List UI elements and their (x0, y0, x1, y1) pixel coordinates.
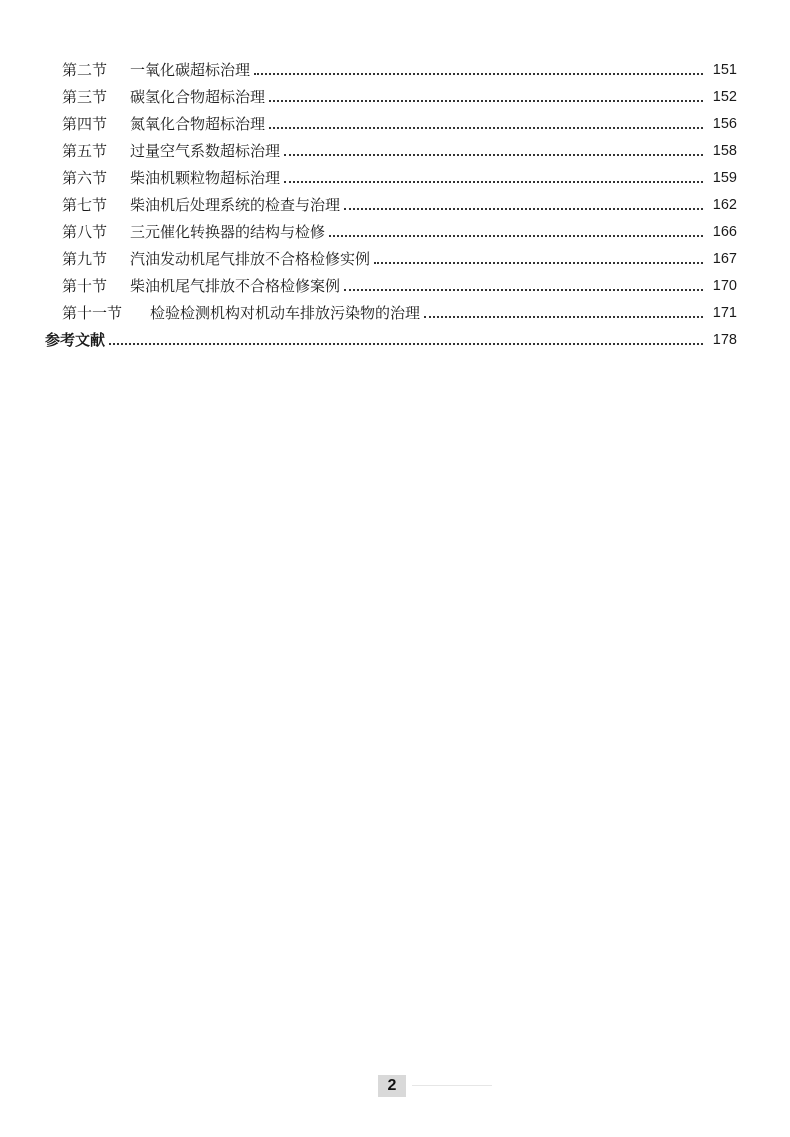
toc-entry-line (130, 219, 737, 246)
dot-leader (284, 138, 703, 165)
toc-entry[interactable] (0, 138, 790, 165)
page-number: 170 (712, 278, 737, 294)
dot-leader (284, 165, 703, 192)
page-number: 159 (712, 170, 737, 186)
toc-entry[interactable] (0, 192, 790, 219)
dot-leader (329, 219, 703, 246)
toc-entry-line (130, 138, 737, 165)
section-title: 氮氧化合物超标治理 (130, 115, 266, 133)
dot-leader (344, 273, 703, 300)
page-number: 156 (712, 116, 737, 132)
references-title: 参考文献 (45, 331, 106, 349)
dot-leader (109, 327, 703, 354)
section-number: 第五节 (62, 142, 108, 160)
toc-entry[interactable] (0, 111, 790, 138)
dot-leader (374, 246, 703, 273)
page-number: 166 (712, 224, 737, 240)
section-number: 第七节 (62, 196, 108, 214)
page-number-footer: 2 (378, 1075, 406, 1097)
toc-entry[interactable] (0, 300, 790, 327)
section-number: 第六节 (62, 169, 108, 187)
section-number: 第四节 (62, 115, 108, 133)
toc-entry-line (150, 300, 737, 327)
section-number: 第十一节 (62, 304, 123, 322)
footer-divider (412, 1085, 492, 1086)
page-number: 158 (712, 143, 737, 159)
section-number: 第十节 (62, 277, 108, 295)
section-title: 碳氢化合物超标治理 (130, 88, 266, 106)
toc-entry[interactable] (0, 219, 790, 246)
page-number: 171 (712, 305, 737, 321)
dot-leader (269, 111, 703, 138)
section-title: 汽油发动机尾气排放不合格检修实例 (130, 250, 371, 268)
toc-entry[interactable] (0, 246, 790, 273)
toc-entry-line (130, 273, 737, 300)
dot-leader (424, 300, 703, 327)
section-title: 柴油机后处理系统的检查与治理 (130, 196, 341, 214)
page-number: 178 (712, 332, 737, 348)
section-title: 柴油机尾气排放不合格检修案例 (130, 277, 341, 295)
page-number: 151 (712, 62, 737, 78)
section-number: 第九节 (62, 250, 108, 268)
toc-references-entry[interactable] (0, 327, 790, 354)
toc-entry-line (130, 111, 737, 138)
page-number: 167 (712, 251, 737, 267)
section-title: 柴油机颗粒物超标治理 (130, 169, 281, 187)
table-of-contents (0, 57, 790, 354)
section-title: 过量空气系数超标治理 (130, 142, 281, 160)
section-title: 三元催化转换器的结构与检修 (130, 223, 326, 241)
toc-entry-line (130, 57, 737, 84)
toc-entry-line (130, 165, 737, 192)
section-number: 第三节 (62, 88, 108, 106)
section-number: 第二节 (62, 61, 108, 79)
page-number: 162 (712, 197, 737, 213)
toc-entry-line (130, 84, 737, 111)
toc-entry[interactable] (0, 84, 790, 111)
dot-leader (254, 57, 703, 84)
toc-entry[interactable] (0, 165, 790, 192)
section-title: 一氧化碳超标治理 (130, 61, 251, 79)
dot-leader (269, 84, 703, 111)
toc-entry-line (130, 192, 737, 219)
page-number: 152 (712, 89, 737, 105)
toc-entry-line (130, 246, 737, 273)
toc-entry[interactable] (0, 273, 790, 300)
dot-leader (344, 192, 703, 219)
section-number: 第八节 (62, 223, 108, 241)
toc-entry[interactable] (0, 57, 790, 84)
section-title: 检验检测机构对机动车排放污染物的治理 (150, 304, 421, 322)
toc-entry-line (45, 327, 737, 354)
